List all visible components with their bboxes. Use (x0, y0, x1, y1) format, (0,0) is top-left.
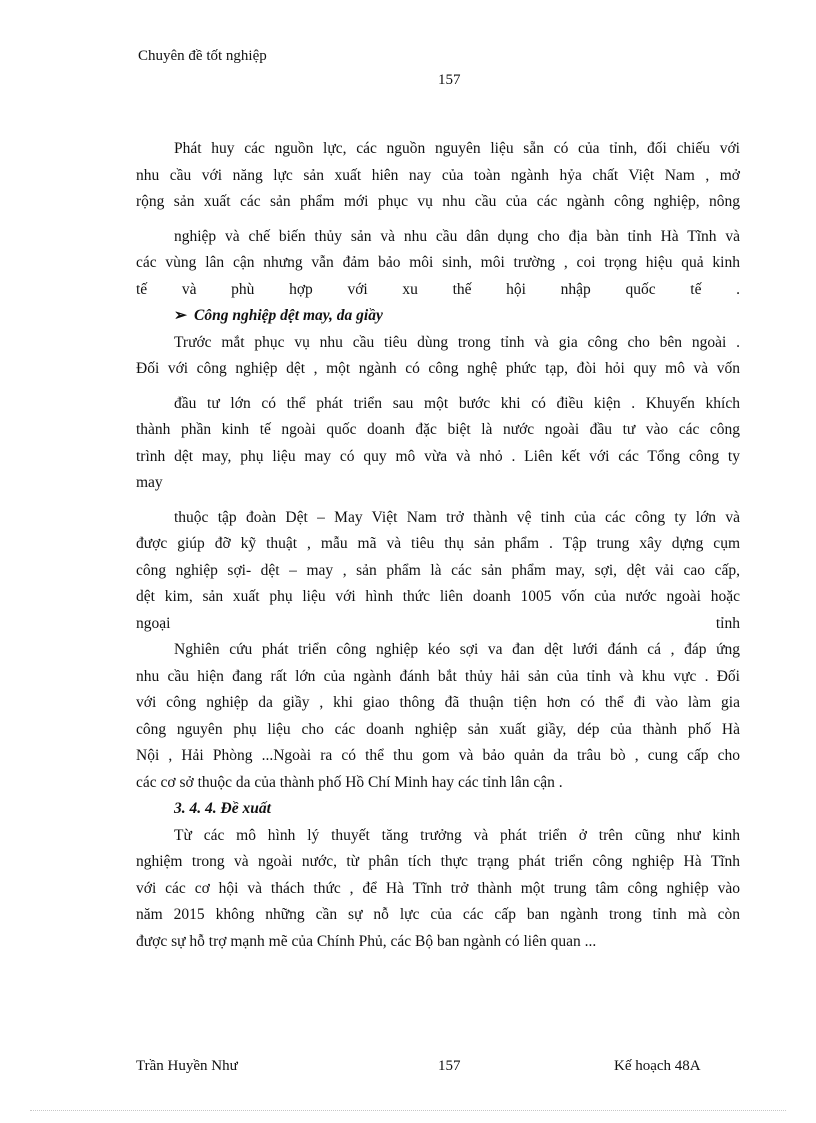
paragraph-line: các vùng lân cận nhưng vẫn đảm bảo môi sinh, môi trường , coi trọng hiệu quả kinh (136, 254, 740, 271)
paragraph-line: năm 2015 không những cần sự nỗ lực của các cấp ban ngành trong tỉnh mà còn (136, 906, 740, 923)
paragraph-line: nghiệm trong và ngoài nước, từ phân tích thực trạng phát triển công nghiệp Hà Tĩnh (136, 853, 740, 870)
header-page-number: 157 (438, 72, 461, 88)
paragraph-line: Trước mắt phục vụ nhu cầu tiêu dùng trong tỉnh và gia công cho bên ngoài . (174, 333, 740, 351)
paragraph-word: tỉnh (715, 614, 740, 632)
section-heading: 3. 4. 4. Đề xuất (174, 800, 271, 817)
paragraph-line: công nguyên phụ liệu cho các doanh nghiệp sản xuất giầy, dép của thành phố Hà (136, 720, 740, 738)
page-bottom-divider (30, 1110, 786, 1111)
paragraph-line: Phát huy các nguồn lực, các nguồn nguyên liệu sẵn có của tỉnh, đối chiếu với (174, 140, 740, 157)
document-title: Chuyên đề tốt nghiệp (138, 48, 267, 64)
paragraph-line: Từ các mô hình lý thuyết tăng trưởng và phát triển ở trên cũng như kinh (174, 826, 740, 844)
paragraph-line: Nội , Hải Phòng ...Ngoài ra có thể thu gom và bảo quản da trâu bò , cung cấp cho (136, 747, 740, 764)
footer-class-name: Kế hoạch 48A (614, 1058, 701, 1074)
paragraph-line: Đối với công nghiệp dệt , một ngành có công nghệ phức tạp, đòi hỏi quy mô và vốn (136, 360, 740, 377)
paragraph-line: công nghiệp sợi- dệt – may , sản phẩm là các sản phẩm may, sợi, dệt vải cao cấp, (136, 561, 740, 579)
paragraph-line: dệt kim, sản xuất phụ liệu với hình thức liên doanh 1005 vốn của nước ngoài hoặc (136, 588, 740, 605)
footer-author: Trần Huyền Như (136, 1058, 238, 1074)
paragraph-line: nhu cầu với năng lực sản xuất hiên nay của toàn ngành hỷa chất Việt Nam , mở (136, 166, 740, 184)
paragraph-line: được sự hỗ trợ mạnh mẽ của Chính Phủ, các Bộ ban ngành có liên quan ... (136, 932, 597, 950)
paragraph-line: nghiệp và chế biến thủy sản và nhu cầu dân dụng cho địa bàn tỉnh Hà Tĩnh và (174, 227, 740, 245)
paragraph-line: trình dệt may, phụ liệu may có quy mô vừa và nhỏ . Liên kết với các Tổng công ty (136, 447, 740, 465)
paragraph-line (136, 611, 740, 638)
paragraph-line: với các cơ hội và thách thức , để Hà Tĩnh trở thành một trung tâm công nghiệp vào (136, 879, 740, 897)
paragraph-line: được giúp đỡ kỹ thuật , mẫu mã và tiêu thụ sản phẩm . Tập trung xây dựng cụm (136, 535, 740, 552)
paragraph-line: tế và phù hợp với xu thế hội nhập quốc tế . (136, 280, 740, 298)
paragraph-word: ngoại (136, 614, 171, 632)
paragraph-line: các cơ sở thuộc da của thành phố Hồ Chí Minh hay các tỉnh lân cận . (136, 773, 563, 791)
page-body (136, 136, 740, 955)
paragraph-line: rộng sản xuất các sản phẩm mới phục vụ nhu cầu của các ngành công nghiệp, nông (136, 193, 740, 210)
paragraph-line: nhu cầu hiện đang rất lớn của ngành đánh bắt thủy hải sản của tỉnh và khu vực . Đối (136, 667, 740, 685)
paragraph-line: may (136, 474, 163, 491)
paragraph-line: đầu tư lớn có thể phát triển sau một bước khi có điều kiện . Khuyến khích (174, 394, 740, 412)
arrowhead-bullet-icon: ➢ (174, 307, 187, 324)
subsection-heading (136, 303, 740, 330)
paragraph-line: thuộc tập đoàn Dệt – May Việt Nam trở thành vệ tinh của các công ty lớn và (174, 508, 740, 526)
paragraph-line: với công nghiệp da giầy , khi giao thông đã thuận tiện hơn có thể đi vào làm gia (136, 694, 740, 711)
footer-page-number: 157 (438, 1058, 461, 1074)
subsection-heading-text: Công nghiệp dệt may, da giầy (194, 307, 383, 324)
paragraph-line: thành phần kinh tế ngoài quốc doanh đặc biệt là nước ngoài đầu tư vào các công (136, 421, 740, 438)
paragraph-line: Nghiên cứu phát triển công nghiệp kéo sợi va đan dệt lưới đánh cá , đáp ứng (174, 641, 740, 658)
